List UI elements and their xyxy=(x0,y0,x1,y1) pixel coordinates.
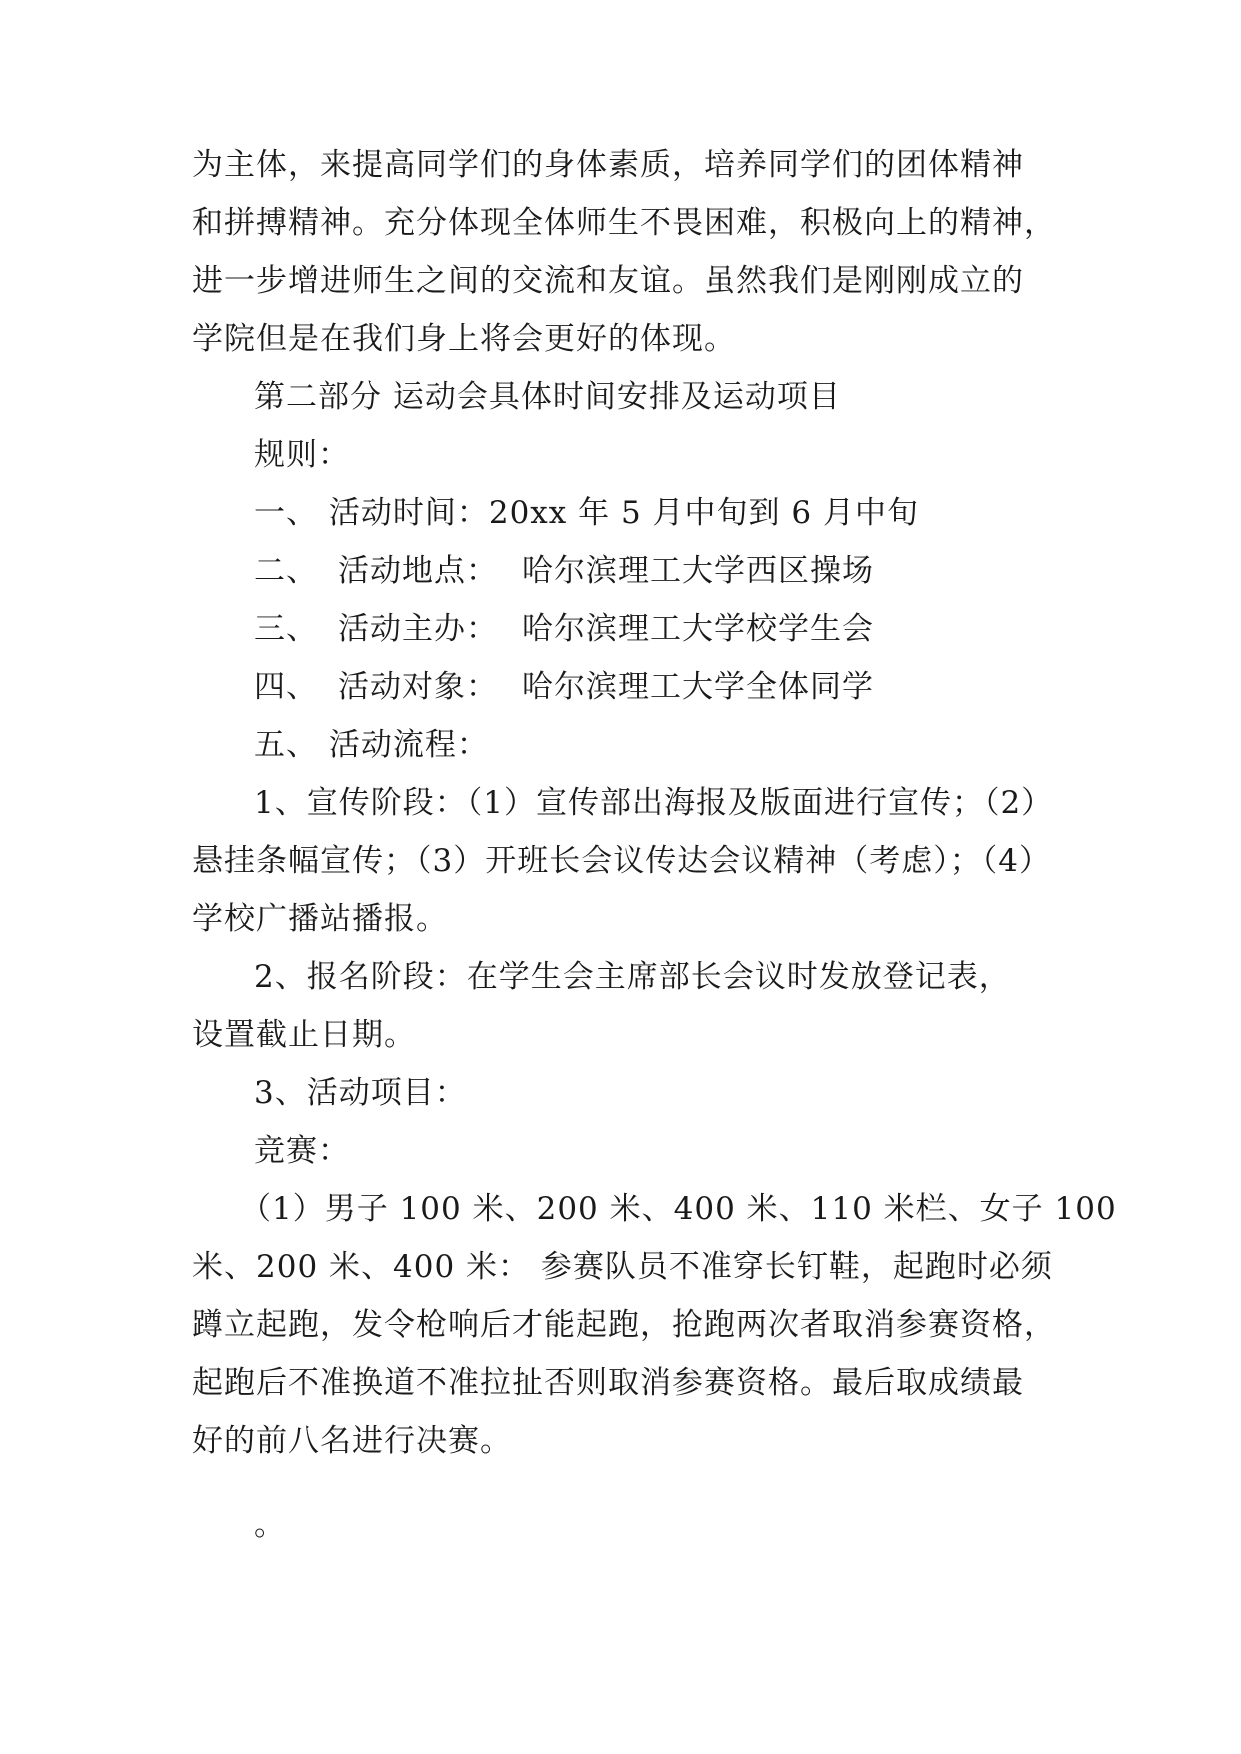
list-item-label: 活动主办： xyxy=(338,611,498,647)
section-title: 第二部分 运动会具体时间安排及运动项目 xyxy=(254,379,841,415)
paragraph-line: 设置截止日期。 xyxy=(192,1017,416,1053)
list-item-number: 三、 xyxy=(254,611,318,647)
list-item-label: 活动地点： xyxy=(338,553,498,589)
list-item-location xyxy=(254,542,874,600)
list-item-value: 哈尔滨理工大学全体同学 xyxy=(522,669,874,705)
trailing-mark: 。 xyxy=(254,1507,286,1543)
paragraph-line: 起跑后不准换道不准拉扯否则取消参赛资格。最后取成绩最 xyxy=(192,1365,1024,1401)
paragraph-line: 1、宣传阶段：（1）宣传部出海报及版面进行宣传；（2） xyxy=(254,785,1054,821)
paragraph-line: 进一步增进师生之间的交流和友谊。虽然我们是刚刚成立的 xyxy=(192,263,1024,299)
list-item-organizer xyxy=(254,600,874,658)
list-item-number: 二、 xyxy=(254,553,318,589)
list-item-value: 哈尔滨理工大学校学生会 xyxy=(522,611,874,647)
list-item-time: 一、 活动时间：20xx 年 5 月中旬到 6 月中旬 xyxy=(254,495,919,531)
list-item-label: 活动对象： xyxy=(338,669,498,705)
competition-heading: 竞赛： xyxy=(254,1133,350,1169)
paragraph-line: 米、200 米、400 米： 参赛队员不准穿长钉鞋，起跑时必须 xyxy=(192,1249,1053,1285)
paragraph-line: 学校广播站播报。 xyxy=(192,901,448,937)
rules-heading: 规则： xyxy=(254,437,350,473)
paragraph-line: 为主体，来提高同学们的身体素质，培养同学们的团体精神 xyxy=(192,147,1024,183)
list-item-value: 哈尔滨理工大学西区操场 xyxy=(522,553,874,589)
paragraph-line: 悬挂条幅宣传；（3）开班长会议传达会议精神（考虑）；（4） xyxy=(192,843,1051,879)
paragraph-line: （1）男子 100 米、200 米、400 米、110 米栏、女子 100 xyxy=(240,1191,1117,1227)
list-item-process: 五、 活动流程： xyxy=(254,727,489,763)
paragraph-line: 好的前八名进行决赛。 xyxy=(192,1423,512,1459)
paragraph-line: 学院但是在我们身上将会更好的体现。 xyxy=(192,321,736,357)
paragraph-line: 2、报名阶段：在学生会主席部长会议时发放登记表， xyxy=(254,959,1011,995)
list-item-number: 四、 xyxy=(254,669,318,705)
list-item-audience xyxy=(254,658,874,716)
paragraph-line: 蹲立起跑，发令枪响后才能起跑，抢跑两次者取消参赛资格， xyxy=(192,1307,1056,1343)
events-heading: 3、活动项目： xyxy=(254,1075,467,1111)
paragraph-line: 和拼搏精神。充分体现全体师生不畏困难，积极向上的精神， xyxy=(192,205,1056,241)
